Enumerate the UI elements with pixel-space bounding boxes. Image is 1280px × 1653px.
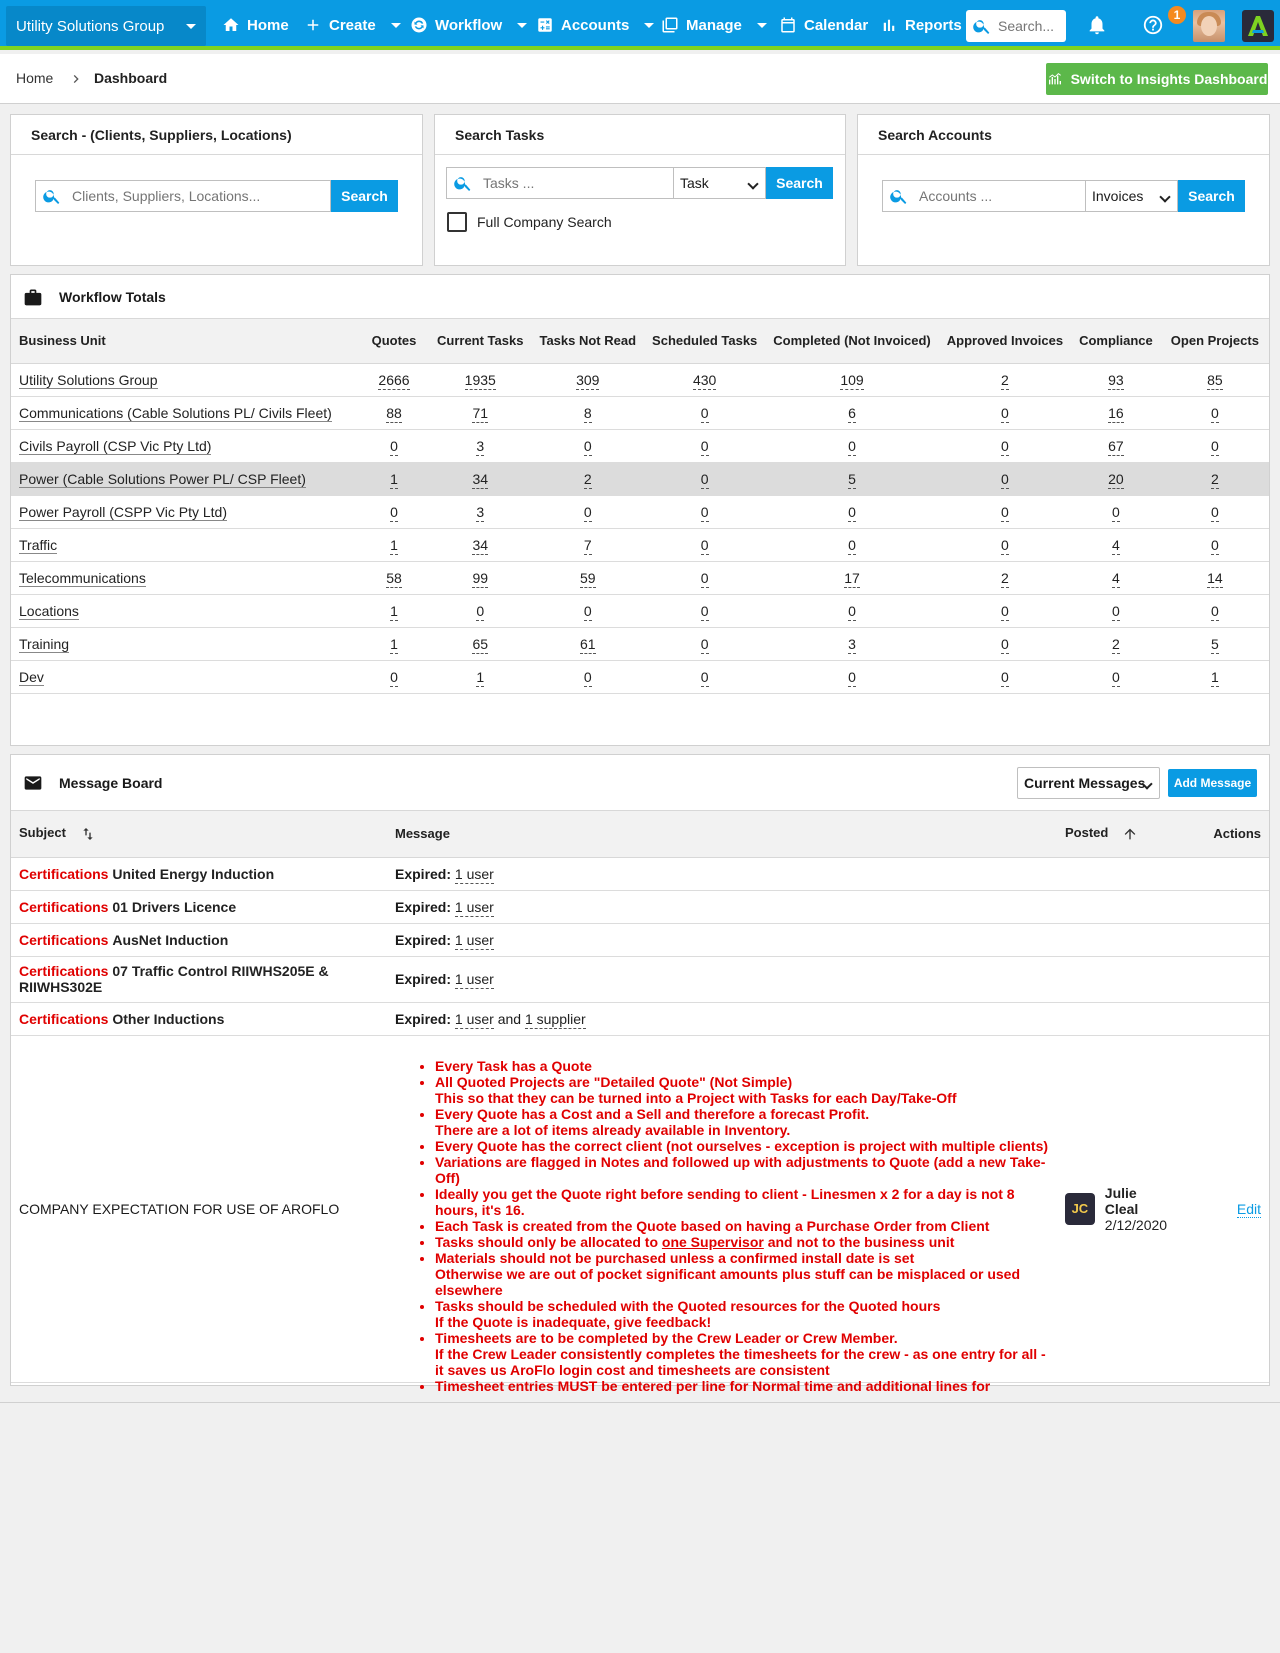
message-filter-value: Current Messages [1024,774,1146,791]
count-link[interactable]: 0 [848,668,856,685]
message-board-table [11,811,1269,1394]
nav-home[interactable]: Home [222,0,289,50]
posted-column-header[interactable]: Posted [1057,811,1177,857]
certification-row [11,923,1269,956]
switch-to-insights-button[interactable] [1046,63,1268,95]
aroflo-logo[interactable] [1242,10,1274,42]
accounts-search-field[interactable] [882,180,1086,212]
count-link[interactable]: 0 [1001,668,1009,685]
count-link[interactable]: 0 [1112,503,1120,520]
certification-row [11,956,1269,1002]
count-link[interactable]: 0 [700,437,709,454]
certifications-tag: Certifications [19,963,109,979]
column-header: Business Unit [11,319,359,363]
list-item: • Every Task has a Quote [435,1058,1049,1074]
full-company-search-checkbox[interactable] [447,212,467,232]
panel-title: Search Tasks [435,115,845,155]
count-link[interactable]: 0 [700,470,709,487]
plus-icon [304,16,322,34]
nav-reports[interactable]: Reports [880,0,962,50]
count-link[interactable]: 1935 [464,371,496,388]
posted-date: 2/12/2020 [1104,1216,1168,1233]
expired-label: Expired: [395,931,452,948]
count-link[interactable]: 34 [472,536,489,553]
business-unit-link[interactable]: Power Payroll (CSPP Vic Pty Ltd) [19,503,228,520]
message-poster [1065,1185,1169,1233]
clients-search-button[interactable]: Search [331,180,398,212]
table-header-row [11,319,1269,363]
expired-users-link[interactable]: 1 user [454,971,494,987]
count-link[interactable]: 0 [848,503,856,520]
table-row [11,627,1269,660]
message-subject: 07 Traffic Control RIIWHS205E & RIIWHS302E [19,963,329,995]
count-link[interactable]: 2666 [378,371,410,388]
list-item: • Materials should not be purchased unless a confirmed install date is set Otherwise we are out of pocket significant amounts plus stuff can be misplaced or used elsewhere [435,1250,1049,1298]
count-link[interactable]: 1 [390,536,398,553]
panel-title: Search - (Clients, Suppliers, Locations) [11,115,422,155]
column-header: Quotes [359,319,429,363]
business-unit-link[interactable]: Telecommunications [19,569,146,586]
count-link[interactable]: 2 [1001,569,1009,586]
count-link[interactable]: 4 [1112,536,1120,553]
count-link[interactable]: 0 [1001,602,1009,619]
count-link[interactable]: 0 [583,503,592,520]
count-link[interactable]: 0 [1001,437,1009,454]
dropdown-arrow-icon [644,23,654,28]
tasks-search-button[interactable]: Search [766,167,833,199]
count-link[interactable]: 0 [700,668,709,685]
list-item: • Variations are flagged in Notes and followed up with adjustments to Quote (add a new Take-Off) [435,1154,1049,1186]
account-type-select[interactable] [1086,180,1178,212]
poster-name: Julie Cleal [1104,1184,1139,1217]
dropdown-arrow-icon [391,23,401,28]
count-link[interactable]: 1 [390,602,398,619]
briefcase-icon [23,287,43,307]
count-link[interactable]: 3 [848,635,856,652]
list-item: • Every Quote has the correct client (not ourselves - exception is project with multiple clients) [435,1138,1049,1154]
help-circle-icon [1142,14,1164,36]
insights-chart-icon [1047,71,1063,87]
column-header: Tasks Not Read [531,319,644,363]
count-link[interactable]: 0 [700,536,709,553]
home-icon [222,16,240,34]
expired-users-link[interactable]: 1 user [454,931,494,948]
footer-divider [0,1402,1280,1403]
account-type-value: Invoices [1092,188,1144,204]
count-link[interactable]: 85 [1207,371,1223,388]
count-link[interactable]: 0 [1112,602,1120,619]
task-type-select[interactable] [674,167,766,199]
expired-users-link[interactable]: 1 user [454,898,494,915]
table-row [11,495,1269,528]
count-link[interactable]: 5 [848,470,856,487]
expired-suppliers-link[interactable]: 1 supplier [524,1010,586,1027]
tasks-search-input[interactable] [481,174,667,192]
count-link[interactable]: 0 [1001,536,1009,553]
search-tasks-panel [434,114,846,266]
breadcrumb-current: Dashboard [94,70,168,86]
count-link[interactable]: 0 [1001,635,1009,652]
certification-row [11,857,1269,890]
count-link[interactable]: 2 [1001,371,1009,388]
column-header: Current Tasks [429,319,531,363]
message-subject: 01 Drivers Licence [112,898,237,915]
company-expectation-row [11,1035,1269,1382]
certifications-tag: Certifications [19,931,109,948]
count-link[interactable]: 0 [1112,668,1120,685]
accounts-search-input[interactable] [917,187,1079,205]
supervisor-link[interactable]: one Supervisor [661,1233,764,1250]
list-item: • Each Task is created from the Quote based on having a Purchase Order from Client [435,1218,1049,1234]
count-link[interactable]: 17 [844,569,860,586]
business-unit-link[interactable]: Communications (Cable Solutions PL/ Civils Fleet) [19,404,332,421]
table-row [11,396,1269,429]
count-link[interactable]: 6 [848,404,856,421]
count-link[interactable]: 0 [390,437,398,454]
envelope-icon [23,773,43,793]
count-link[interactable]: 67 [1108,437,1124,454]
workflow-icon [410,16,428,34]
count-link[interactable]: 430 [692,371,717,388]
count-link[interactable]: 61 [579,635,596,652]
count-link[interactable]: 0 [583,437,592,454]
message-subject: COMPANY EXPECTATION FOR USE OF AROFLO [19,1200,340,1217]
count-link[interactable]: 0 [583,602,592,619]
chevron-right-icon [68,71,84,87]
count-link[interactable]: 0 [700,602,709,619]
count-link[interactable]: 58 [386,569,402,586]
search-icon [453,173,473,193]
list-item: • Ideally you get the Quote right before sending to client - Linesmen x 2 for a day is not 8 hours, it's 16. [435,1186,1049,1218]
column-header: Completed (Not Invoiced) [765,319,938,363]
certification-row [11,1002,1269,1035]
message-board-title: Message Board [59,774,163,791]
count-link[interactable]: 1 [390,470,398,487]
count-link[interactable]: 3 [476,437,485,454]
count-link[interactable]: 8 [583,404,592,421]
search-accounts-panel [857,114,1270,266]
nav-accounts[interactable]: Accounts [536,0,654,50]
dropdown-arrow-icon [517,23,527,28]
dropdown-arrow-icon [757,23,767,28]
search-icon [972,16,992,36]
global-search-box[interactable] [966,10,1066,42]
table-row [11,660,1269,693]
count-link[interactable]: 0 [476,602,485,619]
count-link[interactable]: 59 [579,569,596,586]
column-header: Scheduled Tasks [644,319,765,363]
chevron-down-icon [1159,191,1170,202]
nav-calendar[interactable]: Calendar [779,0,868,50]
list-item: • Every Quote has a Cost and a Sell and therefore a forecast Profit. There are a lot of items already available in Inventory. [435,1106,1049,1138]
count-link[interactable]: 0 [700,404,709,421]
count-link[interactable]: 3 [476,503,485,520]
search-clients-panel [10,114,423,266]
business-unit-link[interactable]: Civils Payroll (CSP Vic Pty Ltd) [19,437,212,454]
certifications-tag: Certifications [19,1010,109,1027]
count-link[interactable]: 0 [700,569,709,586]
calendar-icon [779,16,797,34]
column-header: Approved Invoices [939,319,1071,363]
message-filter-select[interactable] [1017,767,1160,799]
notification-count-badge[interactable]: 1 [1166,4,1188,26]
calculator-icon [536,16,554,34]
count-link[interactable]: 1 [476,668,485,685]
count-link[interactable]: 14 [1207,569,1223,586]
business-unit-link[interactable]: Power (Cable Solutions Power PL/ CSP Fleet) [19,470,306,487]
business-unit-selector[interactable] [6,6,206,46]
user-avatar[interactable] [1193,10,1225,42]
expired-users-link[interactable]: 1 user [454,1010,494,1027]
count-link[interactable]: 0 [1210,602,1219,619]
and-text: and [497,1010,522,1027]
message-board-panel [10,754,1270,1394]
count-link[interactable]: 99 [472,569,489,586]
insights-button-label: Switch to Insights Dashboard [1070,71,1268,87]
expired-label: Expired: [395,865,452,882]
certification-row [11,890,1269,923]
business-unit-link[interactable]: Training [19,635,70,652]
list-item: • All Quoted Projects are "Detailed Quote" (Not Simple) This so that they can be turned into a Project with Tasks for each Day/Take-Off [435,1074,1049,1106]
message-column-header: Message [387,811,1057,857]
top-navigation-bar [0,0,1280,50]
count-link[interactable]: 0 [1210,404,1219,421]
avatar: JC [1065,1193,1095,1225]
subject-column-header[interactable]: Subject [11,811,387,857]
count-link[interactable]: 109 [840,371,864,388]
manage-icon [661,16,679,34]
count-link[interactable]: 16 [1108,404,1124,421]
list-item: • Timesheets are to be completed by the Crew Leader or Crew Member. If the Crew Leader consistently completes the timesheets for the crew - as one entry for all - it saves us AroFlo login cost and timesheets are consistent [435,1330,1049,1378]
panel-title: Search Accounts [858,115,1269,155]
tasks-search-field[interactable] [446,167,674,199]
count-link[interactable]: 1 [1210,668,1219,685]
list-item: • Tasks should be scheduled with the Quoted resources for the Quoted hours If the Quote is inadequate, give feedback! [435,1298,1049,1330]
full-company-search-option[interactable] [447,212,612,232]
company-expectation-list [395,1058,1049,1394]
count-link[interactable]: 93 [1108,371,1124,388]
count-link[interactable]: 0 [1001,404,1009,421]
count-link[interactable]: 0 [700,635,709,652]
count-link[interactable]: 1 [390,635,398,652]
nav-manage[interactable]: Manage [661,0,767,50]
table-row [11,462,1269,495]
workflow-totals-title: Workflow Totals [59,288,166,305]
certifications-tag: Certifications [19,898,109,915]
count-link[interactable]: 2 [1210,470,1219,487]
business-unit-link[interactable]: Utility Solutions Group [19,371,158,388]
workflow-totals-table [11,319,1269,694]
breadcrumb-bar [0,54,1280,104]
column-header: Compliance [1071,319,1161,363]
count-link[interactable]: 0 [1210,503,1219,520]
expired-label: Expired: [395,1010,452,1027]
count-link[interactable]: 0 [583,668,592,685]
list-item: • Timesheet entries MUST be entered per line for Normal time and additional lines for [435,1378,1049,1394]
actions-column-header: Actions [1177,811,1269,857]
column-header: Open Projects [1161,319,1269,363]
chevron-down-icon [747,178,758,189]
full-company-search-label: Full Company Search [477,214,612,230]
list-item: • Tasks should only be allocated to one Supervisor and not to the business unit [435,1234,1049,1250]
count-link[interactable]: 2 [1112,635,1120,652]
count-link[interactable]: 0 [390,503,398,520]
message-subject: United Energy Induction [112,865,275,882]
count-link[interactable]: 34 [472,470,489,487]
count-link[interactable]: 4 [1112,569,1120,586]
workflow-totals-panel [10,274,1270,746]
search-icon [42,186,62,206]
count-link[interactable]: 0 [848,437,856,454]
count-link[interactable]: 71 [472,404,489,421]
edit-message-link[interactable]: Edit [1236,1200,1261,1217]
sort-toggle-icon[interactable] [80,826,96,842]
expired-users-link[interactable]: 1 user [454,865,494,882]
clients-search-input[interactable] [70,187,324,205]
business-unit-label: Utility Solutions Group [16,17,165,35]
count-link[interactable]: 0 [390,668,398,685]
expired-label: Expired: [395,971,452,987]
expired-label: Expired: [395,898,452,915]
count-link[interactable]: 309 [576,371,600,388]
caret-down-icon [186,24,196,29]
business-unit-link[interactable]: Dev [19,668,44,685]
business-unit-link[interactable]: Locations [19,602,79,619]
count-link[interactable]: 20 [1108,470,1124,487]
count-link[interactable]: 0 [1210,437,1219,454]
bar-chart-icon [880,16,898,34]
count-link[interactable]: 88 [386,404,402,421]
bell-icon [1086,14,1108,36]
count-link[interactable]: 0 [848,536,856,553]
breadcrumb-home[interactable]: Home [16,70,54,86]
count-link[interactable]: 7 [583,536,592,553]
certifications-tag: Certifications [19,865,109,882]
message-subject: AusNet Induction [112,931,229,948]
notifications-button[interactable] [1086,14,1108,36]
table-row [11,561,1269,594]
count-link[interactable]: 2 [583,470,592,487]
clients-search-field[interactable] [35,180,331,212]
table-row [11,363,1269,396]
message-subject: Other Inductions [112,1010,225,1027]
count-link[interactable]: 0 [1210,536,1219,553]
aroflo-logo-icon [1245,13,1271,39]
global-search-input[interactable] [998,18,1060,34]
sort-ascending-icon[interactable] [1122,826,1138,842]
add-message-button[interactable]: Add Message [1168,769,1257,797]
table-row [11,594,1269,627]
table-row [11,429,1269,462]
task-type-value: Task [680,175,709,191]
count-link[interactable]: 5 [1210,635,1219,652]
count-link[interactable]: 0 [848,602,856,619]
search-icon [889,186,909,206]
nav-create[interactable]: Create [304,0,401,50]
accounts-search-button[interactable]: Search [1178,180,1245,212]
count-link[interactable]: 0 [1001,470,1009,487]
count-link[interactable]: 65 [472,635,489,652]
business-unit-link[interactable]: Traffic [19,536,58,553]
count-link[interactable]: 0 [1001,503,1009,520]
count-link[interactable]: 0 [700,503,709,520]
table-row [11,528,1269,561]
nav-workflow[interactable]: Workflow [410,0,527,50]
help-button[interactable] [1142,14,1164,36]
table-header-row [11,811,1269,857]
